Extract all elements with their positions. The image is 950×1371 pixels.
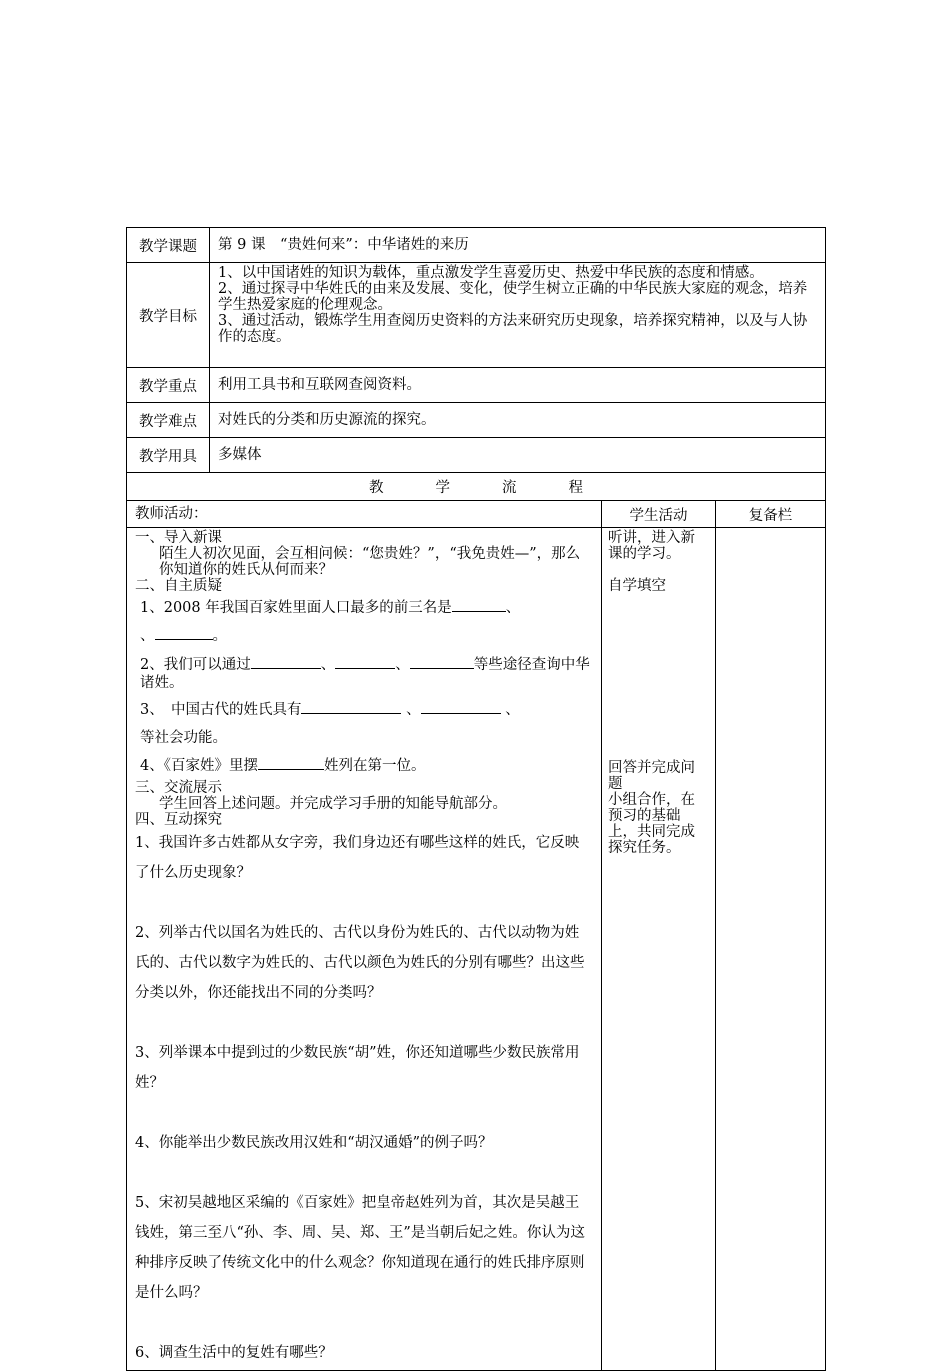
question-3	[135, 696, 593, 752]
section-title: 一、导入新课	[135, 530, 222, 546]
inquiry-1: 1、我国许多古姓都从女字旁，我们身边还有哪些这样的姓氏，它反映了什么历史现象？	[135, 835, 580, 881]
question-text: 2、我们可以通过	[140, 657, 251, 673]
student-activities	[602, 528, 716, 1371]
student-activity: 回答并完成问题	[608, 760, 695, 792]
row-column-headers	[127, 501, 826, 528]
answer-blank	[258, 755, 324, 770]
tools-value: 多媒体	[210, 438, 826, 473]
notes-column	[716, 528, 826, 1371]
goals-value	[210, 263, 826, 368]
notes-column-header: 复备栏	[716, 501, 826, 528]
section-title: 四、互动探究	[135, 812, 222, 828]
answer-blank	[155, 625, 213, 640]
row-tools	[127, 438, 826, 473]
flow-title: 教学流程	[127, 473, 826, 501]
difficulty-label: 教学难点	[127, 403, 210, 438]
student-activity: 小组合作，在预习的基础上，共同完成探究任务。	[608, 792, 695, 856]
question-text: 、	[140, 628, 155, 644]
question-text: 等些途径查询中华诸姓。	[140, 657, 590, 691]
goal-item: 3、通过活动，锻炼学生用查阅历史资料的方法来研究历史现象，培养探究精神，以及与人协作的态度。	[218, 313, 808, 345]
teacher-activities	[127, 528, 602, 1371]
row-flow-title	[127, 473, 826, 501]
lesson-plan	[126, 227, 825, 1371]
question-text: 、	[505, 600, 521, 616]
question-text: 姓列在第一位。	[323, 758, 426, 774]
inquiry-4: 4、你能举出少数民族改用汉姓和“胡汉通婚”的例子吗？	[135, 1135, 493, 1151]
question-text: 、	[406, 702, 421, 718]
key-point-label: 教学重点	[127, 368, 210, 403]
question-4	[135, 752, 593, 780]
question-text: 、	[320, 657, 336, 673]
tools-label: 教学用具	[127, 438, 210, 473]
student-column-header: 学生活动	[602, 501, 716, 528]
section-title: 三、交流展示	[135, 780, 222, 796]
student-activity: 听讲，进入新课的学习。	[608, 530, 695, 562]
answer-blank	[301, 699, 401, 714]
answer-blank	[335, 654, 395, 669]
key-point-value: 利用工具书和互联网查阅资料。	[210, 368, 826, 403]
teacher-column-header: 教师活动：	[127, 501, 602, 528]
row-lesson-flow	[127, 528, 826, 1371]
row-goals	[127, 263, 826, 368]
question-text: 、	[395, 657, 410, 673]
section-text: 陌生人初次见面，会互相问候：“您贵姓？”，“我免贵姓—”，那么你知道你的姓氏从何而来？	[159, 546, 581, 578]
lesson-plan-table	[126, 227, 826, 1371]
inquiry-3: 3、列举课本中提到过的少数民族“胡”姓，你还知道哪些少数民族常用姓？	[135, 1045, 580, 1091]
answer-blank	[421, 699, 501, 714]
topic-value: 第 9 课 “贵姓何来”：中华诸姓的来历	[210, 228, 826, 263]
row-difficulty	[127, 403, 826, 438]
answer-blank	[251, 654, 321, 669]
question-text: 4、《百家姓》里摆	[140, 758, 258, 774]
goal-item: 2、通过探寻中华姓氏的由来及发展、变化，使学生树立正确的中华民族大家庭的观念，培养学生热爱家庭的伦理观念。	[218, 281, 808, 313]
section-title: 二、自主质疑	[135, 578, 222, 594]
inquiry-2: 2、列举古代以国名为姓氏的、古代以身份为姓氏的、古代以动物为姓氏的、古代以数字为姓氏的、古代以颜色为姓氏的分别有哪些？出这些分类以外，你还能找出不同的分类吗？	[135, 925, 585, 1001]
difficulty-value: 对姓氏的分类和历史源流的探究。	[210, 403, 826, 438]
question-text: 1、2008 年我国百家姓里面人口最多的前三名是	[140, 600, 452, 616]
question-text: 、	[505, 702, 520, 718]
section-text: 学生回答上述问题。并完成学习手册的知能导航部分。	[159, 796, 507, 812]
row-key-point	[127, 368, 826, 403]
question-text: 。	[212, 628, 227, 644]
row-topic	[127, 228, 826, 263]
inquiry-5: 5、宋初吴越地区采编的《百家姓》把皇帝赵姓列为首，其次是吴越王钱姓，第三至八“孙、李、周、吴、郑、王”是当朝后妃之姓。你认为这种排序反映了传统文化中的什么观念？你知道现在通行的姓氏排序原则是什么吗？	[135, 1195, 585, 1301]
answer-blank	[410, 654, 474, 669]
answer-blank	[452, 597, 506, 612]
goal-item: 1、以中国诸姓的知识为载体，重点激发学生喜爱历史、热爱中华民族的态度和情感。	[218, 265, 764, 281]
goals-label: 教学目标	[127, 263, 210, 368]
student-activity: 自学填空	[608, 578, 666, 594]
question-text: 等社会功能。	[140, 730, 227, 746]
question-2	[135, 654, 593, 692]
question-text: 3、 中国古代的姓氏具有	[140, 702, 302, 718]
topic-label: 教学课题	[127, 228, 210, 263]
question-1	[135, 594, 593, 650]
inquiry-6: 6、调查生活中的复姓有哪些？	[135, 1345, 333, 1361]
